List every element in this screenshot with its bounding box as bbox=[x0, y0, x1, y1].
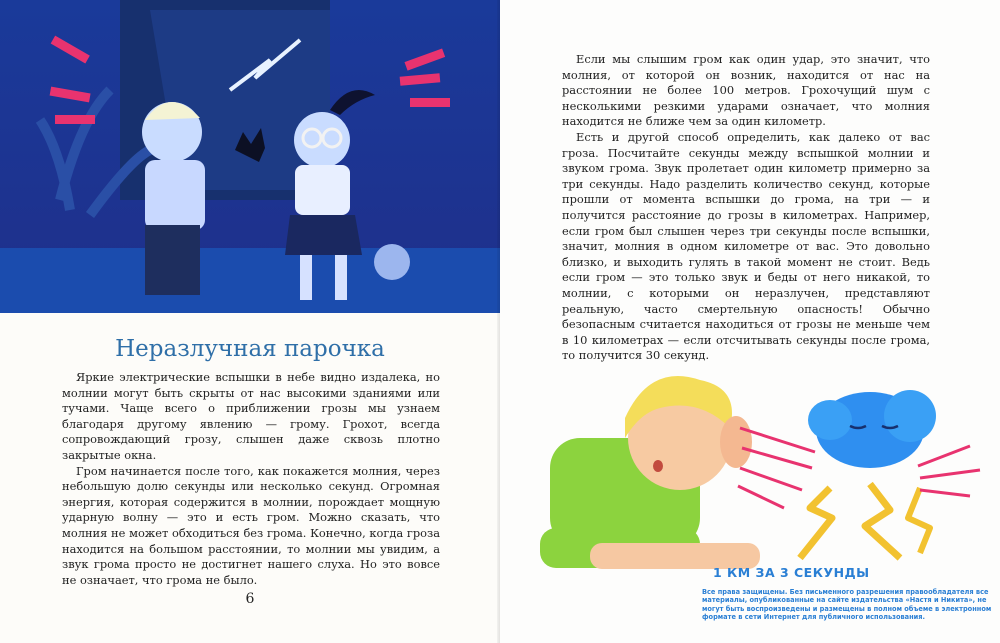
illustration-caption: 1 КМ ЗА 3 СЕКУНДЫ bbox=[713, 565, 870, 580]
chapter-title: Неразлучная парочка bbox=[115, 336, 385, 362]
paragraph: Яркие электрические вспышки в небе видно издалека, но молнии могут быть скрыты от нас высокими зданиями или тучами. Чаще всего о приближении грозы мы узнаем благодаря другому явлению — грому. Грохот, всегда сопровождающий грозу, слышен даже сквозь плотно закрытые окна. bbox=[62, 370, 440, 462]
page-number: 6 bbox=[245, 591, 255, 607]
boy-listening-thunder-illustration bbox=[540, 358, 1000, 598]
paragraph: Есть и другой способ определить, как далеко от вас гроза. Посчитайте секунды между вспышкой молнии и звуком грома. Звук пролетает один километр примерно за три секунды. Надо разделить количество секунд, которые прошли от момента вспышки до грома, на три — и получится расстояние до грозы в километрах. Например, если гром был слышен через три секунды после вспышки, значит, молния в одном километре от вас. Это довольно близко, и выходить гулять в такой момент не стоит. Ведь если гром — это только звук и беды от него никакой, то молнии, с которыми он неразлучен, представляют реальную, часто смертельную опасность! Обычно безопасным считается находиться от грозы не меньше чем в 10 километрах — если отсчитывать секунды после грома, то получится 30 секунд. bbox=[562, 129, 930, 363]
paragraph: Если мы слышим гром как один удар, это значит, что молния, от которой он возник, находится от нас на расстоянии не более 100 метров. Грохочущий шум с несколькими резкими ударами означает, что молния находится не ближе чем за один километр. bbox=[562, 52, 930, 129]
left-body-text bbox=[62, 370, 440, 588]
copyright-notice: Все права защищены. Без письменного разрешения правообладателя все материалы, опубликованные на сайте издательства «Настя и Никита», не могут быть воспроизведены и размещены в полном объеме в электронном формате в сети Интернет для публичного использования. bbox=[702, 588, 992, 622]
paragraph: Гром начинается после того, как покажется молния, через небольшую долю секунды или несколько секунд. Огромная энергия, которая содержится в молнии, порождает мощную ударную волну — это и есть гром. Можно сказать, что молния не может обходиться без грома. Конечно, когда гроза находится на большом расстоянии, то молнии мы увидим, а звук грома просто не достигнет нашего слуха. Но это вовсе не означает, что грома не было. bbox=[62, 463, 440, 587]
night-scene-illustration bbox=[0, 0, 500, 313]
right-body-text bbox=[562, 52, 930, 364]
